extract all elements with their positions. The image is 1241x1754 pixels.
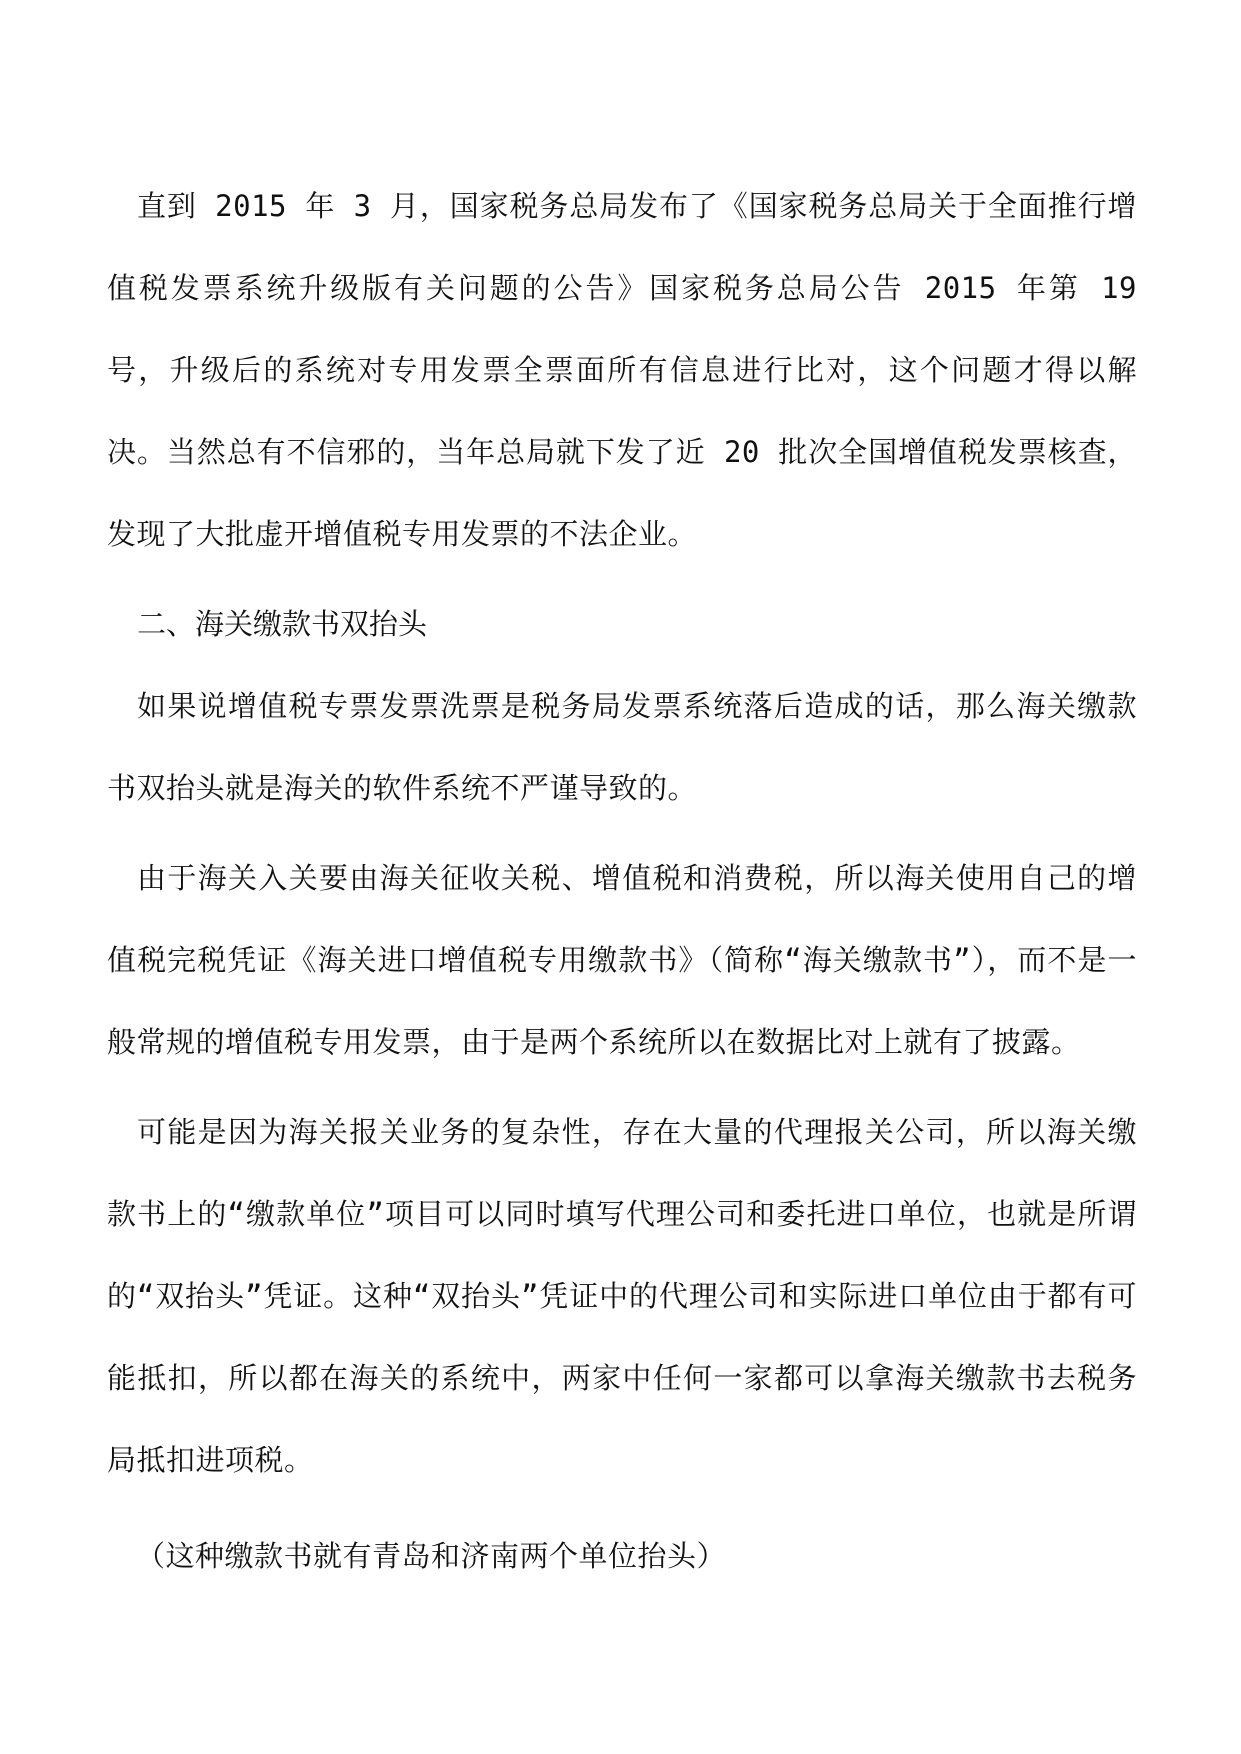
- document-body: [107, 165, 1137, 1509]
- figure-caption: （这种缴款书就有青岛和济南两个单位抬头）: [136, 1539, 727, 1573]
- paragraph-double-header-explanation: 可能是因为海关报关业务的复杂性，存在大量的代理报关公司，所以海关缴款书上的“缴款单位”项目可以同时填写代理公司和委托进口单位，也就是所谓的“双抬头”凭证。这种“双抬头”凭证中的代理公司和实际进口单位由于都有可能抵扣，所以都在海关的系统中，两家中任何一家都可以拿海关缴款书去税务局抵扣进项税。: [107, 1115, 1137, 1477]
- paragraph-customs-intro: 如果说增值税专票发票洗票是税务局发票系统落后造成的话，那么海关缴款书双抬头就是海关的软件系统不严谨导致的。: [107, 689, 1137, 805]
- paragraph-vat-upgrade: 直到 2015 年 3 月，国家税务总局发布了《国家税务总局关于全面推行增值税发票系统升级版有关问题的公告》国家税务总局公告 2015 年第 19 号，升级后的系统对专用发票全票面所有信息进行比对，这个问题才得以解决。当然总有不信邪的，当年总局就下发了近 20 批次全国增值税发票核查，发现了大批虚开增值税专用发票的不法企业。: [107, 189, 1137, 551]
- section-heading-customs-double-header: 二、海关缴款书双抬头: [137, 607, 428, 641]
- paragraph-customs-payment-certificate: 由于海关入关要由海关征收关税、增值税和消费税，所以海关使用自己的增值税完税凭证《海关进口增值税专用缴款书》（简称“海关缴款书”），而不是一般常规的增值税专用发票，由于是两个系统所以在数据比对上就有了披露。: [107, 861, 1137, 1059]
